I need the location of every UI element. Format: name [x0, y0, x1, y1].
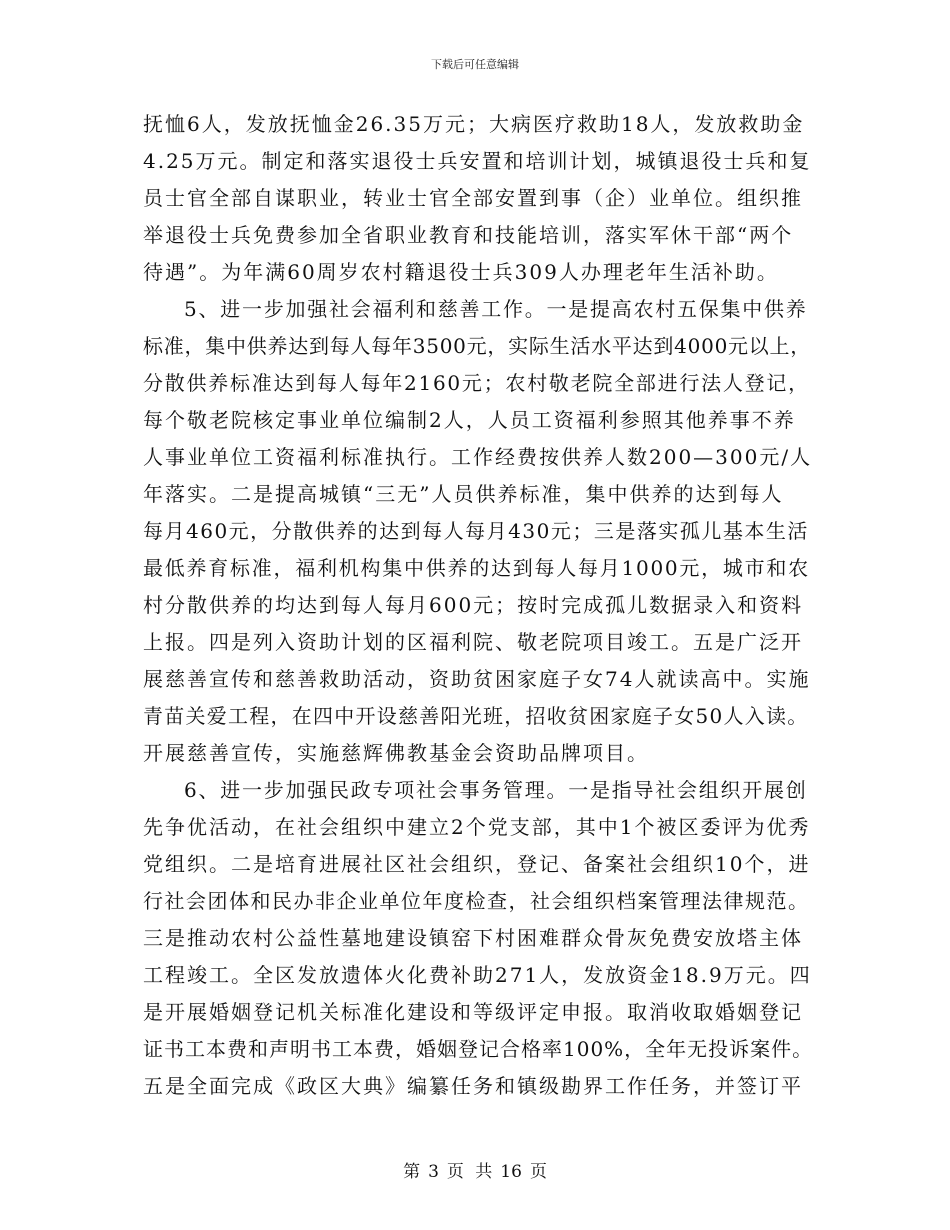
text-line: 最低养育标准，福利机构集中供养的达到每人每月1000元，城市和农	[143, 556, 810, 580]
footer-label-of: 页 共	[446, 1162, 493, 1182]
text-line: 青苗关爱工程，在四中开设慈善阳光班，招收贫困家庭子女50人入读。	[143, 704, 809, 728]
text-line: 三是推动农村公益性墓地建设镇窑下村困难群众骨灰免费安放塔主体	[143, 926, 803, 950]
text-line: 证书工本费和声明书工本费，婚姻登记合格率100%，全年无投诉案件。	[143, 1037, 814, 1061]
text-line: 工程竣工。全区发放遗体火化费补助271人，发放资金18.9万元。四	[143, 963, 812, 987]
text-line: 上报。四是列入资助计划的区福利院、敬老院项目竣工。五是广泛开	[143, 630, 803, 654]
text-line: 展慈善宣传和慈善救助活动，资助贫困家庭子女74人就读高中。实施	[143, 667, 811, 691]
text-line: 行社会团体和民办非企业单位年度检查，社会组织档案管理法律规范。	[143, 889, 810, 913]
header-note: 下载后可任意编辑	[431, 58, 519, 71]
paragraph-3	[143, 772, 813, 1105]
page-footer	[0, 1157, 950, 1182]
text-line: 分散供养标准达到每人每年2160元；农村敬老院全部进行法人登记，	[143, 371, 810, 395]
total-page-count: 16	[500, 1162, 522, 1182]
body-text	[143, 106, 813, 1105]
text-line: 每个敬老院核定事业单位编制2人，人员工资福利参照其他养事不养	[143, 408, 796, 432]
text-line: 5、进一步加强社会福利和慈善工作。一是提高农村五保集中供养	[184, 297, 808, 321]
text-line: 标准，集中供养达到每人每年3500元，实际生活水平达到4000元以上，	[143, 334, 812, 358]
text-line: 年落实。二是提高城镇“三无”人员供养标准，集中供养的达到每人	[143, 482, 784, 506]
footer-label-pages: 页	[529, 1162, 547, 1182]
text-line: 党组织。二是培育进展社区社会组织，登记、备案社会组织10个，进	[143, 852, 811, 876]
text-line: 员士官全部自谋职业，转业士官全部安置到事（企）业单位。组织推	[143, 186, 803, 210]
current-page-number: 3	[428, 1162, 439, 1182]
text-line: 每月460元，分散供养的达到每人每月430元；三是落实孤儿基本生活	[143, 519, 809, 543]
text-line: 抚恤6人，发放抚恤金26.35万元；大病医疗救助18人，发放救助金	[143, 112, 805, 136]
paragraph-1	[143, 106, 813, 291]
text-line: 举退役士兵免费参加全省职业教育和技能培训，落实军休干部“两个	[143, 223, 794, 247]
text-line: 是开展婚姻登记机关标准化建设和等级评定申报。取消收取婚姻登记	[143, 1000, 803, 1024]
text-line: 五是全面完成《政区大典》编纂任务和镇级勘界工作任务，并签订平	[143, 1074, 803, 1098]
paragraph-2	[143, 291, 813, 772]
text-line: 村分散供养的均达到每人每月600元；按时完成孤儿数据录入和资料	[143, 593, 804, 617]
text-line: 开展慈善宣传，实施慈辉佛教基金会资助品牌项目。	[143, 741, 649, 765]
text-line: 先争优活动，在社会组织中建立2个党支部，其中1个被区委评为优秀	[143, 815, 811, 839]
footer-label-page: 第	[403, 1162, 421, 1182]
text-line: 6、进一步加强民政专项社会事务管理。一是指导社会组织开展创	[184, 778, 808, 802]
text-line: 4.25万元。制定和落实退役士兵安置和培训计划，城镇退役士兵和复	[143, 149, 812, 173]
text-line: 人事业单位工资福利标准执行。工作经费按供养人数200—300元/人	[143, 445, 813, 469]
text-line: 待遇”。为年满60周岁农村籍退役士兵309人办理老年生活补助。	[143, 260, 779, 284]
